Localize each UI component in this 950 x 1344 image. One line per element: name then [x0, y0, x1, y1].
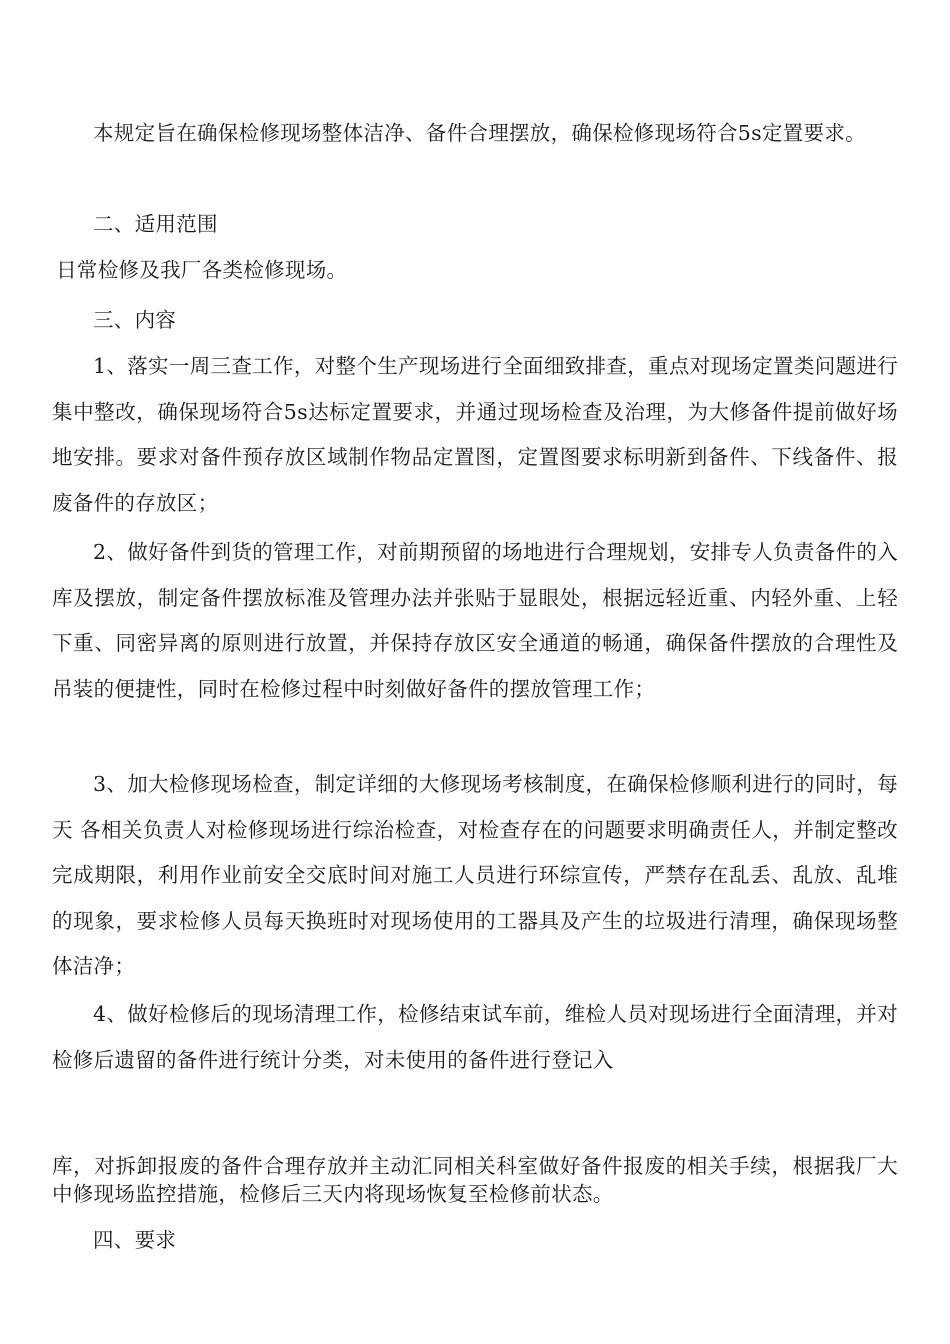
content-item-2: 2、做好备件到货的管理工作，对前期预留的场地进行合理规划，安排专人负责备件的入库及摆放，制定备件摆放标准及管理办法并张贴于显眼处，根据远轻近重、内轻外重、上轻下重、同密异离的原则进行放置，并保持存放区安全通道的畅通，确保备件摆放的合理性及吊装的便捷性，同时在检修过程中时刻做好备件的摆放管理工作；: [52, 540, 898, 701]
content-item-3: 3、加大检修现场检查，制定详细的大修现场考核制度，在确保检修顺利进行的同时，每天 各相关负责人对检修现场进行综治检查，对检查存在的问题要求明确责任人，并制定整改完成期限，利用作业前安全交底时间对施工人员进行环综宣传，严禁存在乱丢、乱放、乱堆的现象，要求检修人员每天换班时对现场使用的工器具及产生的垃圾进行清理，确保现场整体洁净；: [52, 772, 898, 978]
content-item-4-continued: 库，对拆卸报废的备件合理存放并主动汇同相关科室做好备件报废的相关手续，根据我厂大中修现场监控措施，检修后三天内将现场恢复至检修前状态。: [52, 1154, 898, 1206]
content-heading: 三、内容: [93, 308, 177, 332]
purpose-paragraph: 本规定旨在确保检修现场整体洁净、备件合理摆放，确保检修现场符合5s定置要求。: [93, 121, 866, 145]
content-item-4: 4、做好检修后的现场清理工作，检修结束试车前，维检人员对现场进行全面清理，并对检修后遗留的备件进行统计分类，对未使用的备件进行登记入: [52, 1002, 898, 1072]
requirements-heading: 四、要求: [93, 1228, 177, 1252]
content-item-1: 1、落实一周三查工作，对整个生产现场进行全面细致排查，重点对现场定置类问题进行集中整改，确保现场符合5s达标定置要求，并通过现场检查及治理，为大修备件提前做好场地安排。要求对备件预存放区域制作物品定置图，定置图要求标明新到备件、下线备件、报废备件的存放区；: [52, 354, 898, 515]
scope-paragraph: 日常检修及我厂各类检修现场。: [56, 258, 348, 282]
scope-heading: 二、适用范围: [93, 212, 218, 236]
